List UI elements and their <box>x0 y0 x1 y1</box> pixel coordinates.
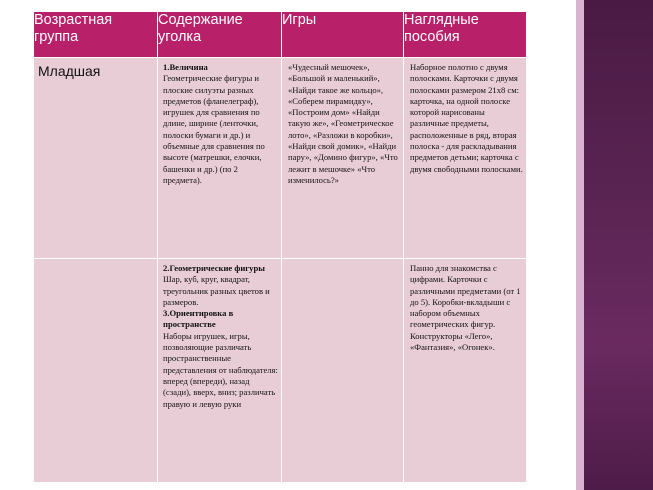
table-row <box>34 259 527 483</box>
table-header-row <box>34 12 527 58</box>
aids-text: Панно для знакомства с цифрами. Карточки с различными предметами (от 1 до 5). Коробки-вкладыши с набором объемных геометрических фигур. Конструкторы «Лего», «Фантазия», «Огонек». <box>410 263 521 353</box>
games-text: «Чудесный мешочек», «Большой и маленький», «Найди такое же кольцо», «Соберем пирамидку», «Построим дом» «Найди такую же», «Геометрическое лото», «Разложи в коробки», «Найди свой домик», «Найди пару», «Домино фигур», «Что лежит в мешочке» «Что изменилось?» <box>288 62 398 185</box>
content-title: 1.Величина <box>163 62 208 72</box>
table-row <box>34 58 527 259</box>
content-text: Шар, куб, круг, квадрат, треугольник разных цветов и размеров. <box>163 274 270 307</box>
cell-age <box>34 58 158 259</box>
cell-content <box>158 58 282 259</box>
games-text <box>282 259 403 265</box>
header-age-group: Возрастная группа <box>34 12 158 58</box>
age-label: Младшая <box>38 63 101 79</box>
cell-games <box>282 58 404 259</box>
cell-games <box>282 259 404 483</box>
content-block <box>158 58 281 188</box>
header-corner-content: Содержание уголка <box>158 12 282 58</box>
age-groups-table <box>33 11 527 483</box>
age-label <box>34 259 157 269</box>
aids-text: Наборное полотно с двумя полосками. Карточки с двумя полосками размером 21х8 см: карточка, на одной полоске которой нарисованы различные предметы, расположенные в ряд, вторая полоска - для раскладывания предметов детьми; карточка с двумя свободными полосками. <box>410 62 523 174</box>
header-games: Игры <box>282 12 404 58</box>
cell-aids <box>404 259 527 483</box>
header-visual-aids: Наглядные пособия <box>404 12 527 58</box>
content-text: Наборы игрушек, игры, позволяющие различать пространственные представления от наблюдателя: вперед (впереди), назад (сзади), вверх, вниз; различать правую и левую руки <box>163 330 278 409</box>
content-title: 2.Геометрические фигуры <box>163 263 265 273</box>
cell-aids <box>404 58 527 259</box>
content-text: Геометрические фигуры и плоские силуэты разных предметов (фланелеграф), игрушек для сравнения по длине, ширине (ленточки, полоски бумаги и др.) и объемные для сравнения по высоте (матрешки, елочки, башенки и др.) (по 2 предмета). <box>163 73 265 185</box>
content-block <box>158 259 281 412</box>
content-title: 3.Ориентировка в пространстве <box>163 308 234 330</box>
cell-age <box>34 259 158 483</box>
decorative-stripe-dark <box>584 0 653 490</box>
cell-content <box>158 259 282 483</box>
decorative-stripe-light <box>576 0 584 490</box>
